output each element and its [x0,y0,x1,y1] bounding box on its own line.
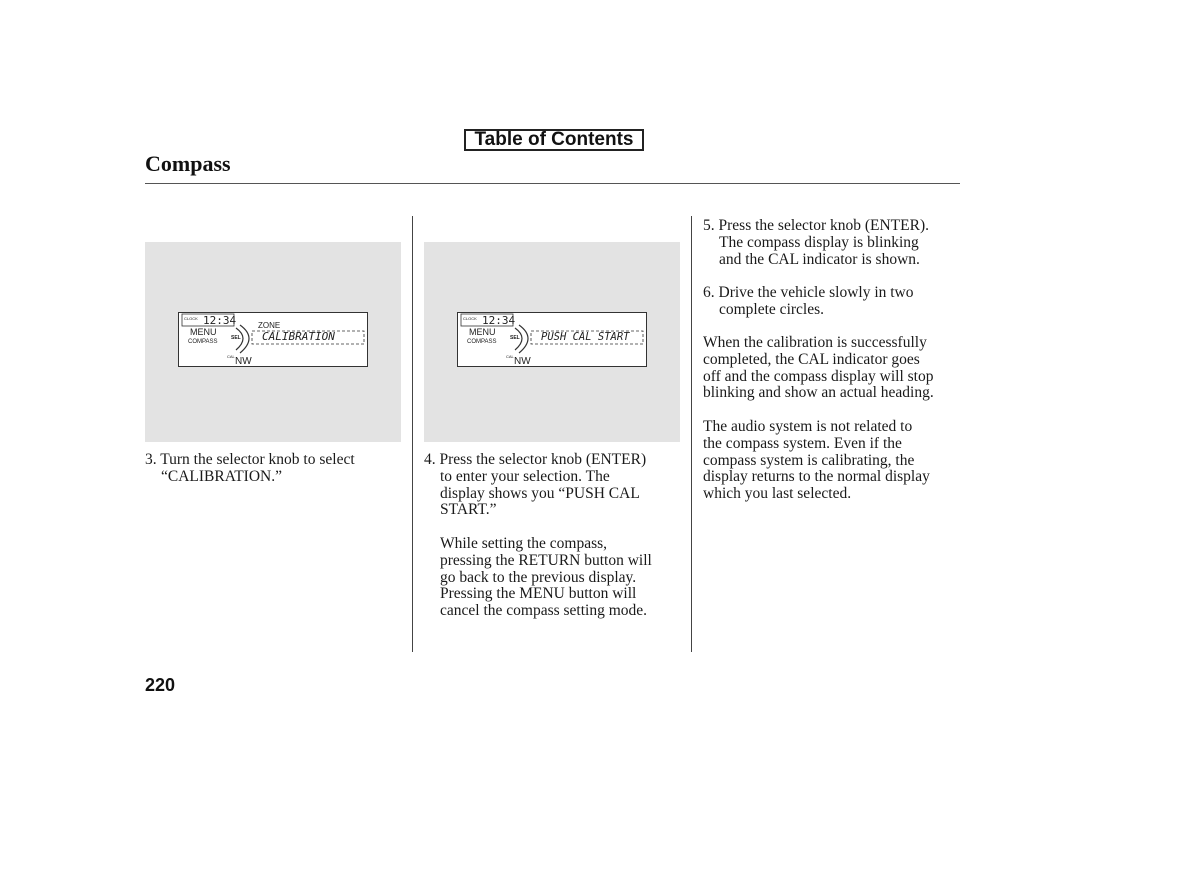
compass-label: COMPASS [188,339,218,345]
heading-value: NW [514,356,531,367]
display-illustration-calibration [145,242,401,442]
cal-indicator: CAL [506,354,514,359]
menu-label: MENU [469,327,496,337]
display-illustration-push-cal-start [424,242,680,442]
menu-label: MENU [190,327,217,337]
cal-indicator: CAL [227,354,235,359]
lcd-display-push-cal-start [457,312,647,367]
column-divider-2 [691,216,692,652]
clock-time: 12:34 [203,314,237,327]
step-6-text: 6. Drive the vehicle slowly in two complete circles. [703,284,914,318]
section-title: Compass [145,151,231,176]
step-4-text: 4. Press the selector knob (ENTER) to enter your selection. The display shows you “PUSH CAL START.” [424,451,647,519]
column-divider-1 [412,216,413,652]
step-5-text: 5. Press the selector knob (ENTER). The compass display is blinking and the CAL indicator is shown. [703,217,929,268]
return-menu-note: While setting the compass, pressing the RETURN button will go back to the previous display. Pressing the MENU button will cancel the compass setting mode. [440,535,652,620]
clock-time: 12:34 [482,314,516,327]
compass-label: COMPASS [467,339,497,345]
main-text: CALIBRATION [262,330,335,343]
lcd-display-calibration [178,312,368,367]
sel-label: SEL [231,335,241,341]
title-rule [145,183,960,184]
calibration-success-paragraph: When the calibration is successfully completed, the CAL indicator goes off and the compass display will stop blinking and show an actual heading. [703,334,934,402]
step-3-text: 3. Turn the selector knob to select “CALIBRATION.” [145,451,355,485]
main-text: PUSH CAL START [541,331,630,343]
audio-system-paragraph: The audio system is not related to the compass system. Even if the compass system is calibrating, the display returns to the normal display which you last selected. [703,418,930,503]
clock-label: CLOCK [184,316,198,321]
heading-value: NW [235,356,252,367]
clock-label: CLOCK [463,316,477,321]
zone-label: ZONE [258,321,281,330]
sel-label: SEL [510,335,520,341]
table-of-contents-button[interactable]: Table of Contents [464,129,644,151]
page-number: 220 [145,675,176,695]
